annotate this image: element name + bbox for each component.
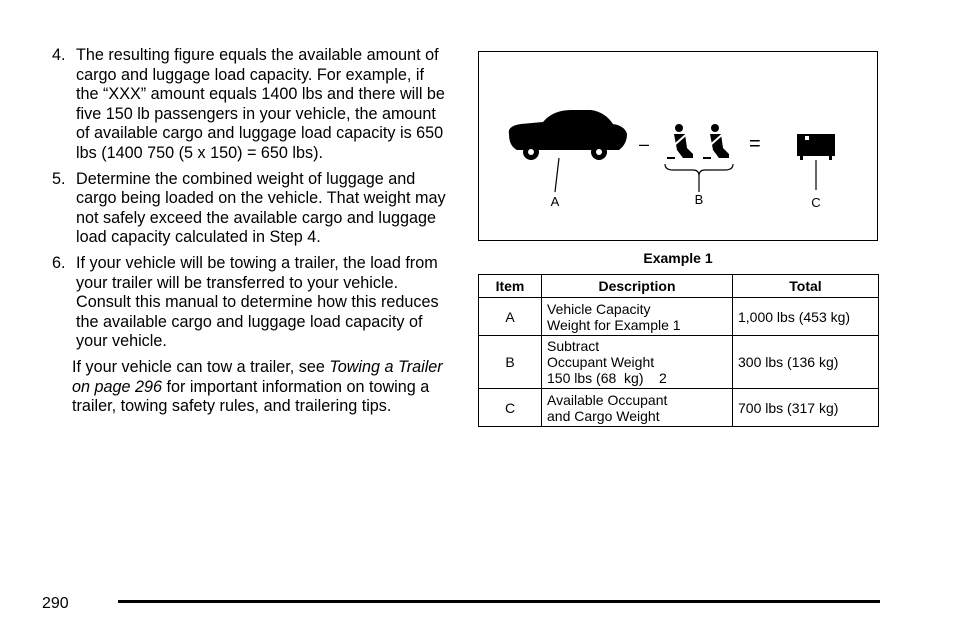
footer-rule <box>118 600 880 603</box>
step-5 <box>52 170 447 248</box>
row-item: A <box>479 298 542 336</box>
table-row <box>479 298 879 336</box>
step-6 <box>52 254 447 352</box>
towing-reference-link[interactable]: Towing a Trailer on page 296 <box>72 357 443 396</box>
capacity-illustration <box>478 51 878 241</box>
page-number: 290 <box>42 595 69 612</box>
row-description <box>542 389 733 427</box>
instruction-column <box>52 46 447 417</box>
header-description: Description <box>542 275 733 298</box>
row-total: 700 lbs (317 kg) <box>733 389 879 427</box>
description-line: Available Occupant <box>547 391 668 408</box>
header-item: Item <box>479 275 542 298</box>
seated-occupant-icon <box>667 124 693 158</box>
luggage-icon <box>797 134 835 190</box>
description-line: Occupant Weight <box>547 354 655 370</box>
towing-note <box>72 358 447 417</box>
row-total: 300 lbs (136 kg) <box>733 336 879 389</box>
row-description <box>542 298 733 336</box>
capacity-table <box>478 274 879 427</box>
step-text: If your vehicle will be towing a trailer, the load from your trailer will be transferred to your vehicle. Consult this manual to determine how this reduces the available cargo and luggage load capacity of your vehicle. <box>76 253 439 351</box>
description-line: 150 lbs (68 kg) 2 <box>547 370 667 386</box>
table-row <box>479 336 879 389</box>
row-description <box>542 336 733 389</box>
figure-caption: Example 1 <box>643 250 713 266</box>
description-line: Weight for Example 1 <box>547 316 681 333</box>
label-b: B <box>694 192 704 207</box>
seated-occupant-icon <box>703 124 729 158</box>
row-item: B <box>479 336 542 389</box>
description-line: and Cargo Weight <box>547 407 660 424</box>
description-line: Vehicle Capacity <box>547 300 651 317</box>
description-line: Subtract <box>547 338 600 354</box>
minus-sign: – <box>639 134 650 154</box>
capacity-diagram <box>479 52 879 242</box>
row-total: 1,000 lbs (453 kg) <box>733 298 879 336</box>
row-item: C <box>479 389 542 427</box>
table-row <box>479 389 879 427</box>
note-text-before: If your vehicle can tow a trailer, see <box>72 357 330 376</box>
step-number: 6. <box>52 253 66 272</box>
step-number: 4. <box>52 46 66 64</box>
header-total: Total <box>733 275 879 298</box>
note-text-after: for important information on towing a trailer, towing safety rules, and trailering tips. <box>72 377 430 416</box>
step-text: The resulting figure equals the available amount of cargo and luggage load capacity. For example, if the “XXX” amount equals 1400 lbs and there will be five 150 lb passengers in your vehicle, the amount of available cargo and luggage load capacity is 650 lbs (1400 750 (5 x 150) = 650 lbs). <box>76 46 445 162</box>
equals-sign: = <box>749 133 761 155</box>
step-text: Determine the combined weight of luggage and cargo being loaded on the vehicle. That weight may not safely exceed the available cargo and luggage load capacity calculated in Step 4. <box>76 169 446 247</box>
label-c: C <box>811 195 821 210</box>
label-a: A <box>550 194 560 209</box>
car-icon <box>509 110 627 192</box>
occupant-bracket <box>665 164 733 176</box>
step-4 <box>52 46 447 164</box>
table-header-row <box>479 275 879 298</box>
step-number: 5. <box>52 169 66 188</box>
